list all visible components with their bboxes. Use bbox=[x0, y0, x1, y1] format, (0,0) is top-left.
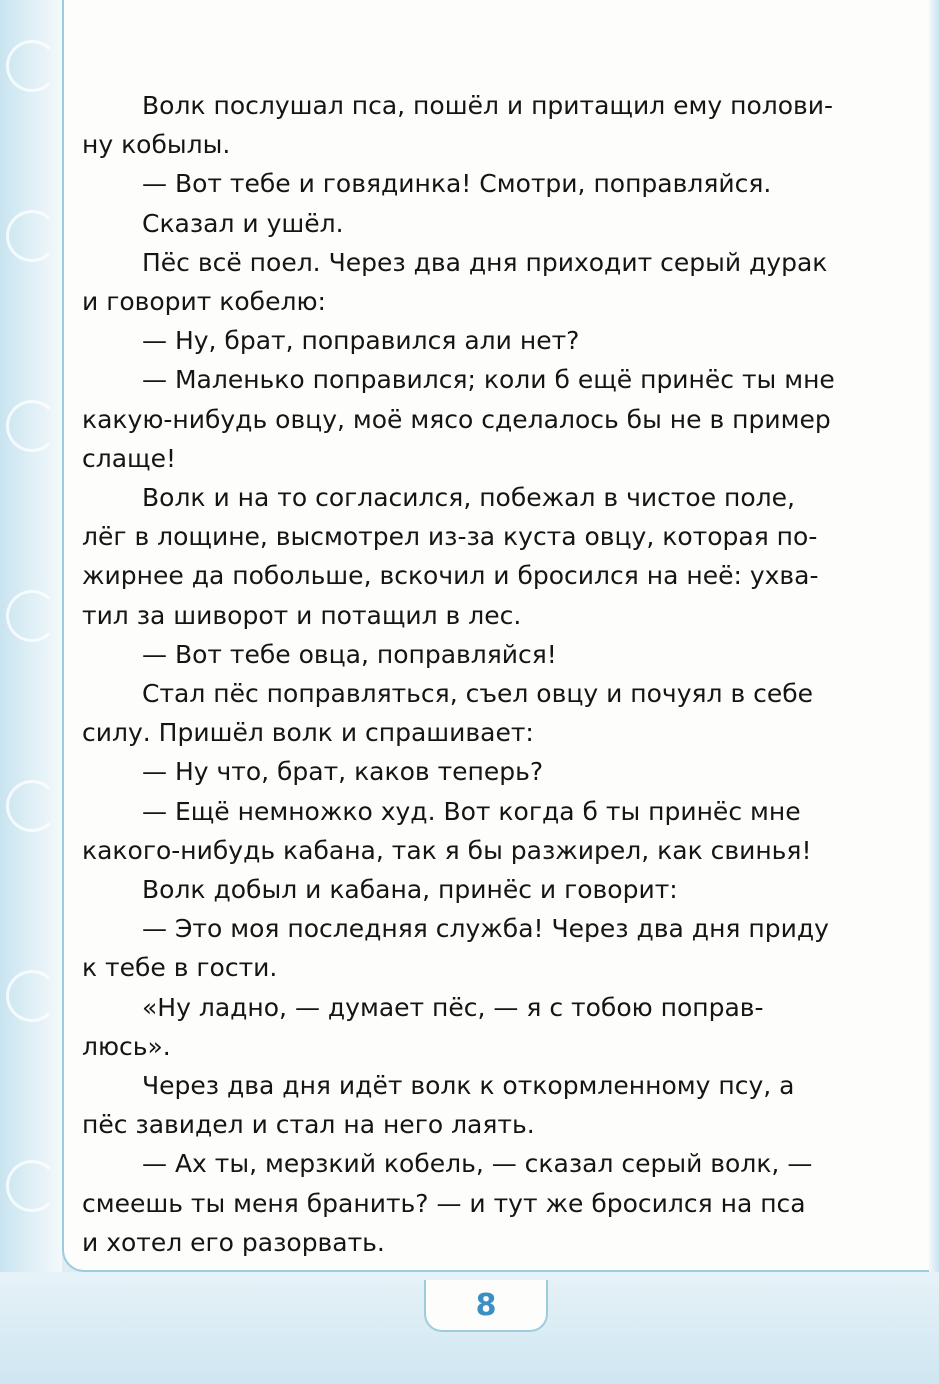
ornament-curl bbox=[6, 400, 58, 452]
decorative-border-left bbox=[0, 0, 62, 1384]
text-line: Волк добыл и кабана, принёс и говорит: bbox=[142, 875, 678, 905]
ornament-curl bbox=[6, 40, 58, 92]
text-line: и говорит кобелю: bbox=[82, 287, 326, 317]
ornament-curl bbox=[6, 780, 58, 832]
ornament-curl bbox=[6, 590, 58, 642]
text-line: — Это моя последняя служба! Через два дня приду bbox=[142, 914, 829, 944]
text-line: лёг в лощине, высмотрел из-за куста овцу, которая по- bbox=[82, 522, 818, 552]
ornament-curl bbox=[6, 1160, 58, 1212]
text-line: Волк послушал пса, пошёл и притащил ему полови- bbox=[142, 91, 834, 120]
ornament-curl bbox=[6, 210, 58, 262]
text-line: — Ну что, брат, каков теперь? bbox=[142, 757, 544, 787]
text-line: жирнее да побольше, вскочил и бросился на неё: ухва- bbox=[82, 561, 819, 591]
page-number: 8 bbox=[475, 1287, 497, 1323]
text-line: смеешь ты меня бранить? — и тут же бросился на пса bbox=[82, 1188, 806, 1218]
text-line: Волк и на то согласился, побежал в чистое поле, bbox=[142, 483, 795, 513]
text-line: какую-нибудь овцу, моё мясо сделалось бы не в пример bbox=[82, 404, 831, 434]
text-line: — Ну, брат, поправился али нет? bbox=[142, 326, 580, 356]
text-line: Пёс всё поел. Через два дня приходит серый дурак bbox=[142, 247, 828, 277]
text-line: силу. Пришёл волк и спрашивает: bbox=[82, 718, 534, 748]
page-text bbox=[82, 86, 882, 1262]
text-line: Стал пёс поправляться, съел овцу и почуял в себе bbox=[142, 679, 814, 709]
text-line: Через два дня идёт волк к откормленному псу, а bbox=[142, 1071, 795, 1101]
text-line: — Ах ты, мерзкий кобель, — сказал серый волк, — bbox=[142, 1149, 813, 1179]
text-line: Сказал и ушёл. bbox=[142, 208, 344, 238]
text-line: — Вот тебе овца, поправляйся! bbox=[142, 639, 557, 669]
text-line: какого-нибудь кабана, так я бы разжирел, как свинья! bbox=[82, 835, 812, 865]
page-number-tab bbox=[424, 1280, 548, 1332]
text-line: тил за шиворот и потащил в лес. bbox=[82, 600, 522, 630]
text-line: пёс завидел и стал на него лаять. bbox=[82, 1110, 535, 1140]
text-line: и хотел его разорвать. bbox=[82, 1227, 385, 1257]
text-line: люсь». bbox=[82, 1031, 171, 1061]
text-line: слаще! bbox=[82, 443, 176, 473]
text-line: «Ну ладно, — думает пёс, — я с тобою поправ- bbox=[142, 992, 764, 1022]
ornament-curl bbox=[6, 970, 58, 1022]
decorative-border-right bbox=[929, 0, 939, 1384]
text-line: к тебе в гости. bbox=[82, 953, 278, 983]
text-line: — Вот тебе и говядинка! Смотри, поправляйся. bbox=[142, 169, 772, 199]
text-line: — Маленько поправился; коли б ещё принёс ты мне bbox=[142, 365, 835, 395]
text-line: ну кобылы. bbox=[82, 130, 231, 160]
text-line: — Ещё немножко худ. Вот когда б ты принёс мне bbox=[142, 796, 801, 826]
